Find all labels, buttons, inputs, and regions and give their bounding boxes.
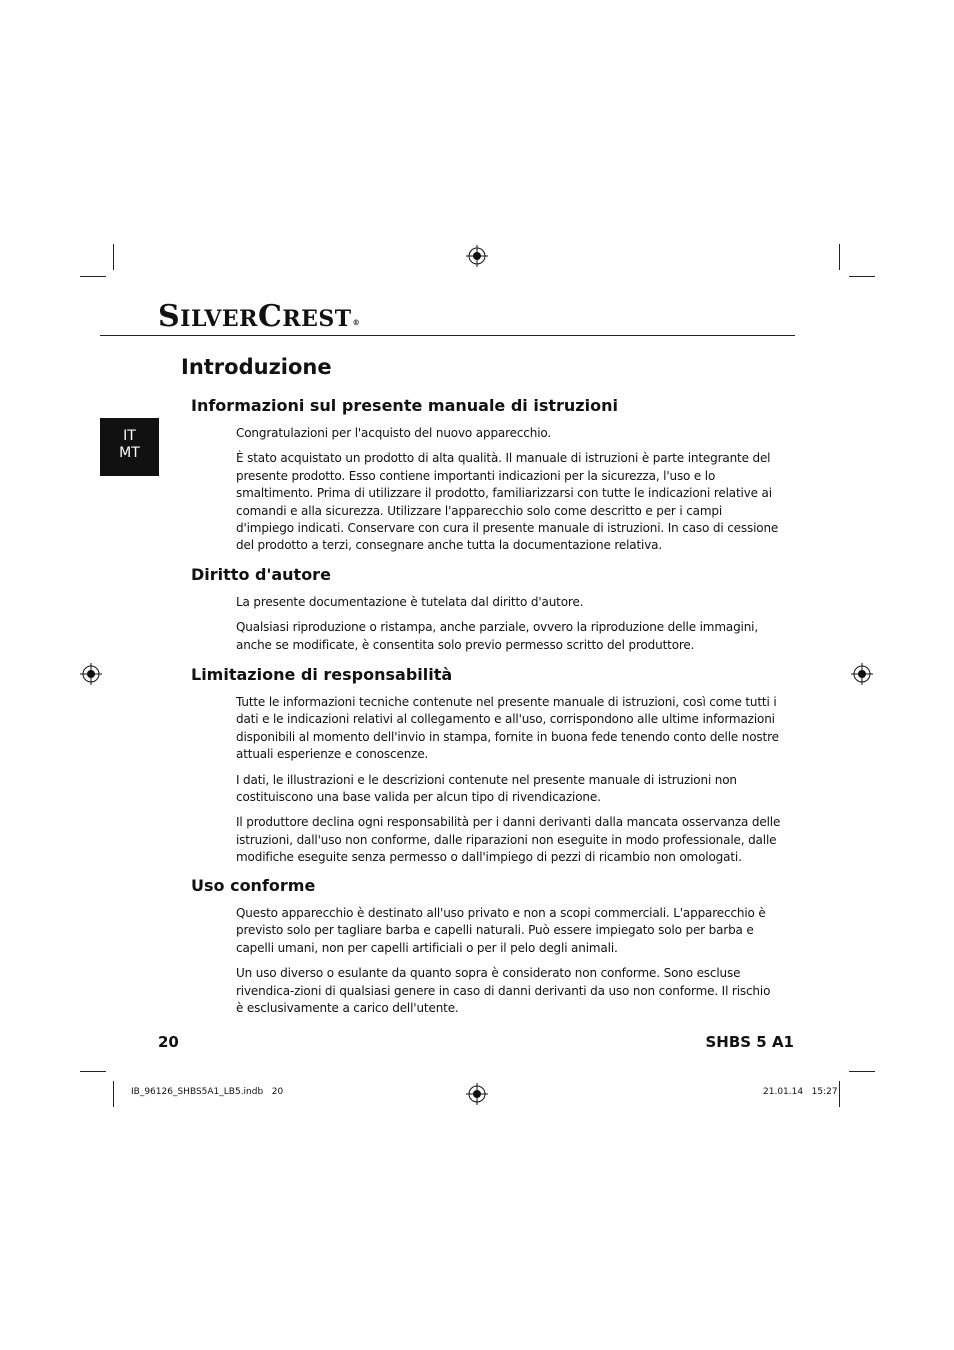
page-number: 20 [158,1033,179,1051]
paragraph: La presente documentazione è tutelata dal diritto d'autore. [236,595,584,609]
section-liability [191,664,781,875]
paragraph: Qualsiasi riproduzione o ristampa, anche parziale, ovvero la riproduzione delle immagini, anche se modificate, è consentita solo previo permesso scritto del produttore. [236,620,759,652]
silvercrest-logo [158,300,360,336]
model-name: SHBS 5 A1 [705,1033,794,1051]
paragraph: Tutte le informazioni tecniche contenute nel presente manuale di istruzioni, così come tutti i dati e le indicazioni relativi al collegamento e all'uso, corrispondono alle ultime informazioni disponibili al momento dell'invio in stampa, fornite in buona fede tenendo conto delle nostre attuali esperienze e conoscenze. [236,695,779,762]
crop-mark [849,276,875,277]
section-manual-info [191,395,781,563]
section-copyright [191,564,781,662]
paragraph: È stato acquistato un prodotto di alta qualità. Il manuale di istruzioni è parte integrante del presente prodotto. Esso contiene importanti indicazioni per la sicurezza, l'uso e lo smaltimento. Prima di utilizzare il prodotto, familiarizzarsi con tutte le indicazioni relative ai comandi e alla sicurezza. Utilizzare l'apparecchio solo come descritto e per i campi d'impiego indicati. Conservare con cura il presente manuale di istruzioni. In caso di cessione del prodotto a terzi, consegnare anche tutta la documentazione relativa. [236,451,779,553]
crop-mark [839,1081,840,1107]
paragraph: Questo apparecchio è destinato all'uso privato e non a scopi commerciali. L'apparecchio è previsto solo per tagliare barba e capelli naturali. Può essere impiegato solo per barba e capelli umani, non per capelli artificiali o per il pelo degli animali. [236,906,766,955]
language-code: MT [119,445,140,461]
language-tab [100,418,159,476]
paragraph: Congratulazioni per l'acquisto del nuovo apparecchio. [236,426,552,440]
crop-mark [80,276,106,277]
section-heading: Informazioni sul presente manuale di istruzioni [191,396,618,415]
crop-mark [80,1071,106,1072]
print-slug-date: 21.01.14 15:27 [763,1087,838,1097]
crop-mark [849,1071,875,1072]
section-heading: Diritto d'autore [191,565,331,584]
paragraph: Il produttore declina ogni responsabilità per i danni derivanti dalla mancata osservanza delle istruzioni, dall'uso non conforme, dalle riparazioni non eseguite in modo professionale, dalle modifiche eseguite senza permesso o dall'impiego di pezzi di ricambio non omologati. [236,815,781,865]
registration-mark-icon [466,1083,488,1105]
paragraph: I dati, le illustrazioni e le descrizioni contenute nel presente manuale di istruzioni non costituiscono una base valida per alcun tipo di rivendicazione. [236,772,737,805]
section-heading: Uso conforme [191,876,316,895]
section-heading: Limitazione di responsabilità [191,665,453,684]
logo-letter: C [257,299,283,334]
language-code: IT [123,428,136,444]
registration-mark-icon [466,245,488,267]
crop-mark [113,244,114,270]
logo-text: ILVER [180,306,258,332]
logo-letter: S [158,299,181,334]
registration-mark-icon [851,663,873,685]
registration-mark-icon [80,663,102,685]
paragraph: Un uso diverso o esulante da quanto sopra è considerato non conforme. Sono escluse rivendica-zioni di qualsiasi genere in caso di danni derivanti da uso non conforme. Il rischio è esclusivamente a carico dell'utente. [236,966,771,1016]
crop-mark [113,1081,114,1107]
crop-mark [839,244,840,270]
section-intended-use [191,875,781,1025]
print-slug-file: IB_96126_SHBS5A1_LB5.indb 20 [131,1087,284,1097]
registered-mark: ® [352,318,361,327]
header-rule [100,335,795,336]
logo-text: REST [282,306,352,332]
page-title: Introduzione [181,355,332,379]
